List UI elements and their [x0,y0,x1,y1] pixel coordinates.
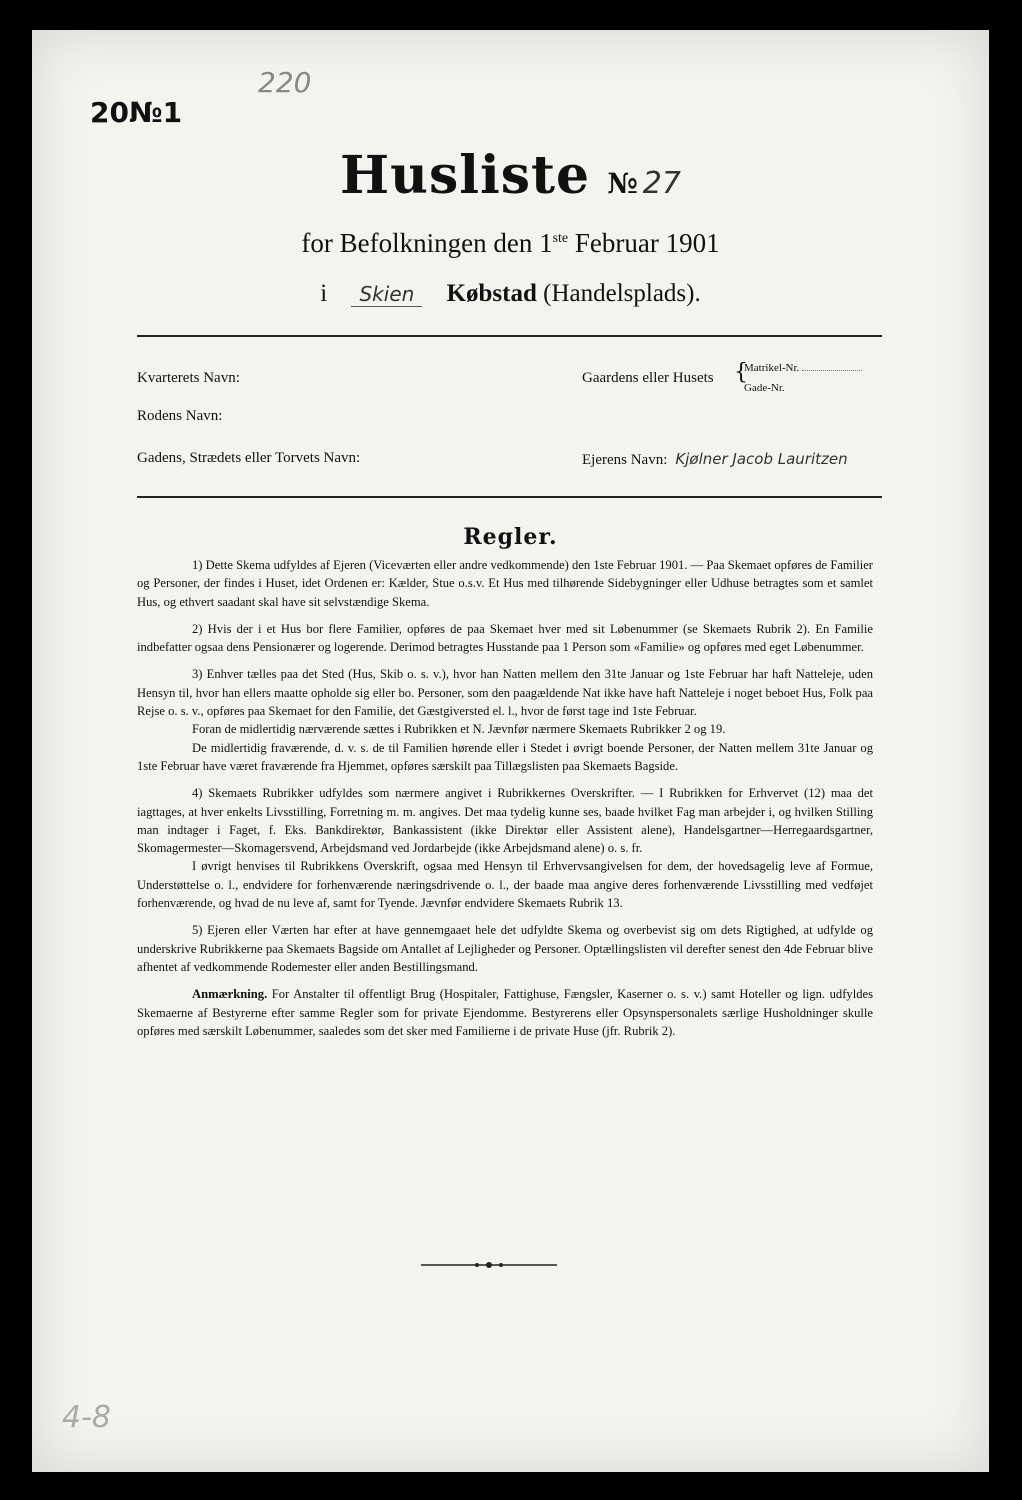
rule-3c: De midlertidig fraværende, d. v. s. de til Familien hørende eller i Stedet i øvrigt boende Personer, der Natten mellem 31te Januar og 1ste Februar have været fraværende fra Hjemmet, opføres særskilt paa Tillægslisten paa Skemaets Bagside. [137,740,873,773]
annotation-text: For Anstalter til offentligt Brug (Hospitaler, Fattighuse, Fængsler, Kaserner o. s. v.) samt Hoteller og lign. udfyldes Skemaerne af Bestyrerne efter samme Regler som for private Ejendomme. Bestyrerens eller Opsynspersonalets særlige Husholdninger skulle opføres med særskilt Løbenummer, saaledes som det sker med Familierne i de private Huse (jfr. Rubrik 2). [137,987,873,1038]
rules-text [137,556,873,1049]
annotation-label: Anmærkning. [192,987,268,1002]
rule-3b: Foran de midlertidig nærværende sættes i Rubrikken et N. Jævnfør nærmere Skemaets Rubrikker 2 og 19. [192,722,726,737]
pencil-note-top: 220 [258,66,312,99]
place-handwritten: Skien [351,282,422,307]
archive-stamp: 20№1 [90,96,183,129]
rule-2: 2) Hvis der i et Hus bor flere Familier, opføres de paa Skemaet hver med sit Løbenummer (se Skemaets Rubrik 2). En Familie indbefatter ogsaa dens Pensionærer og logerende. Derimod betragtes Husstande paa 1 Person som «Familie» og opføres med eget Løbenummer. [137,621,873,655]
subtitle-post: Februar 1901 [568,228,720,258]
rule-3: 3) Enhver tælles paa det Sted (Hus, Skib o. s. v.), hvor han Natten mellem den 31te Januar og 1ste Februar har haft Natteleje, uden Hensyn til, hvor han ellers maatte opholde sig eller bo. Personer, som den paagældende Nat ikke have haft Natteleje i noget beboet Hus, Folk paa Rejse o. s. v., opføres paa Skemaet for den Familie, det Gæstgiversted el. l., hvor de først tage ind 1ste Februar. [137,667,873,719]
place-prefix: i [320,280,328,307]
rule-1: 1) Dette Skema udfyldes af Ejeren (Viceværten eller andre vedkommende) den 1ste Februar 1901. — Paa Skemaet opføres de Familier og Personer, der findes i Huset, idet Ordenen er: Kælder, Stue o.s.v. Et Hus med tilhørende Sidebygninger eller Udhuse betragtes som et samlet Hus, og ethvert saadant skal have sit selvstændige Skema. [137,558,873,609]
top-divider [137,335,882,337]
document-title [32,145,989,206]
rule-5: 5) Ejeren eller Værten har efter at have gennemgaaet hele det udfyldte Skema og overbevist sig om dets Rigtighed, at udfylde og underskrive Rubrikkerne paa Skemaets Bagside om Antallet af Lejligheder og Personer. Optællingslisten vil derefter senest den 4de Februar blive afhentet af vedkommende Rodemester eller anden Bestillingsmand. [137,923,873,974]
pencil-note-bottom: 4-8 [62,1400,111,1435]
matrikel-label: Matrikel-Nr. [744,362,862,374]
subtitle-pre: for Befolkningen den 1 [301,228,553,258]
subtitle-sup: ste [552,231,569,246]
roden-field: Rodens Navn: [137,408,223,424]
title-number-handwritten: 27 [642,166,681,201]
document-page [32,30,989,1472]
rule-4b: I øvrigt henvises til Rubrikkens Overskrift, ogsaa med Hensyn til Erhvervsangivelsen for dem, der hovedsagelig leve af Formue, Understøttelse o. l., endvidere for forhenværende næringsdrivende o. l., der baade maa angive deres forhenværende Livsstilling med vedføjet forhenværende, og hvad de nu leve af, samt for Tyende. Jævnfør endvidere Skemaets Rubrik 13. [137,859,873,911]
fields-divider [137,496,882,498]
document-subtitle [32,228,989,259]
title-number-label: № [607,167,638,200]
ejer-label: Ejerens Navn: [582,452,668,468]
ornament-divider [419,1260,559,1270]
gaard-field: Gaardens eller Husets [582,370,714,386]
annotation [137,985,873,1040]
title-main: Husliste [340,145,591,206]
kvarter-field: Kvarterets Navn: [137,370,240,386]
place-suffix: (Handelsplads). [543,280,701,307]
gade-nr-label: Gade-Nr. [744,382,785,394]
ejer-handwritten: Kjølner Jacob Lauritzen [675,450,848,468]
place-line [32,280,989,308]
rules-heading: Regler. [463,524,558,550]
rule-4: 4) Skemaets Rubrikker udfyldes som nærmere angivet i Rubrikkernes Overskrifter. — I Rubrikken for Erhvervet (12) maa det iagttages, at hver enkelts Livsstilling, Forretning m. m. angives. Det maa tydelig kunne ses, baade hvilket Fag man arbejder i, og hvilken Stilling man indtager i Faget, f. Eks. Bankdirektør, Bankassistent (ikke Direktør eller Assistent alene), Handelsgartner—Herregaardsgartner, Skomagermester—Skomagersvend, Arbejdsmand ved Jordarbejde (ikke Arbejdsmand alene) o. s. fr. [137,786,873,856]
place-bold: Købstad [446,280,537,307]
ejer-field [582,450,848,469]
gaden-field: Gadens, Strædets eller Torvets Navn: [137,450,361,466]
brace: { [734,360,748,385]
